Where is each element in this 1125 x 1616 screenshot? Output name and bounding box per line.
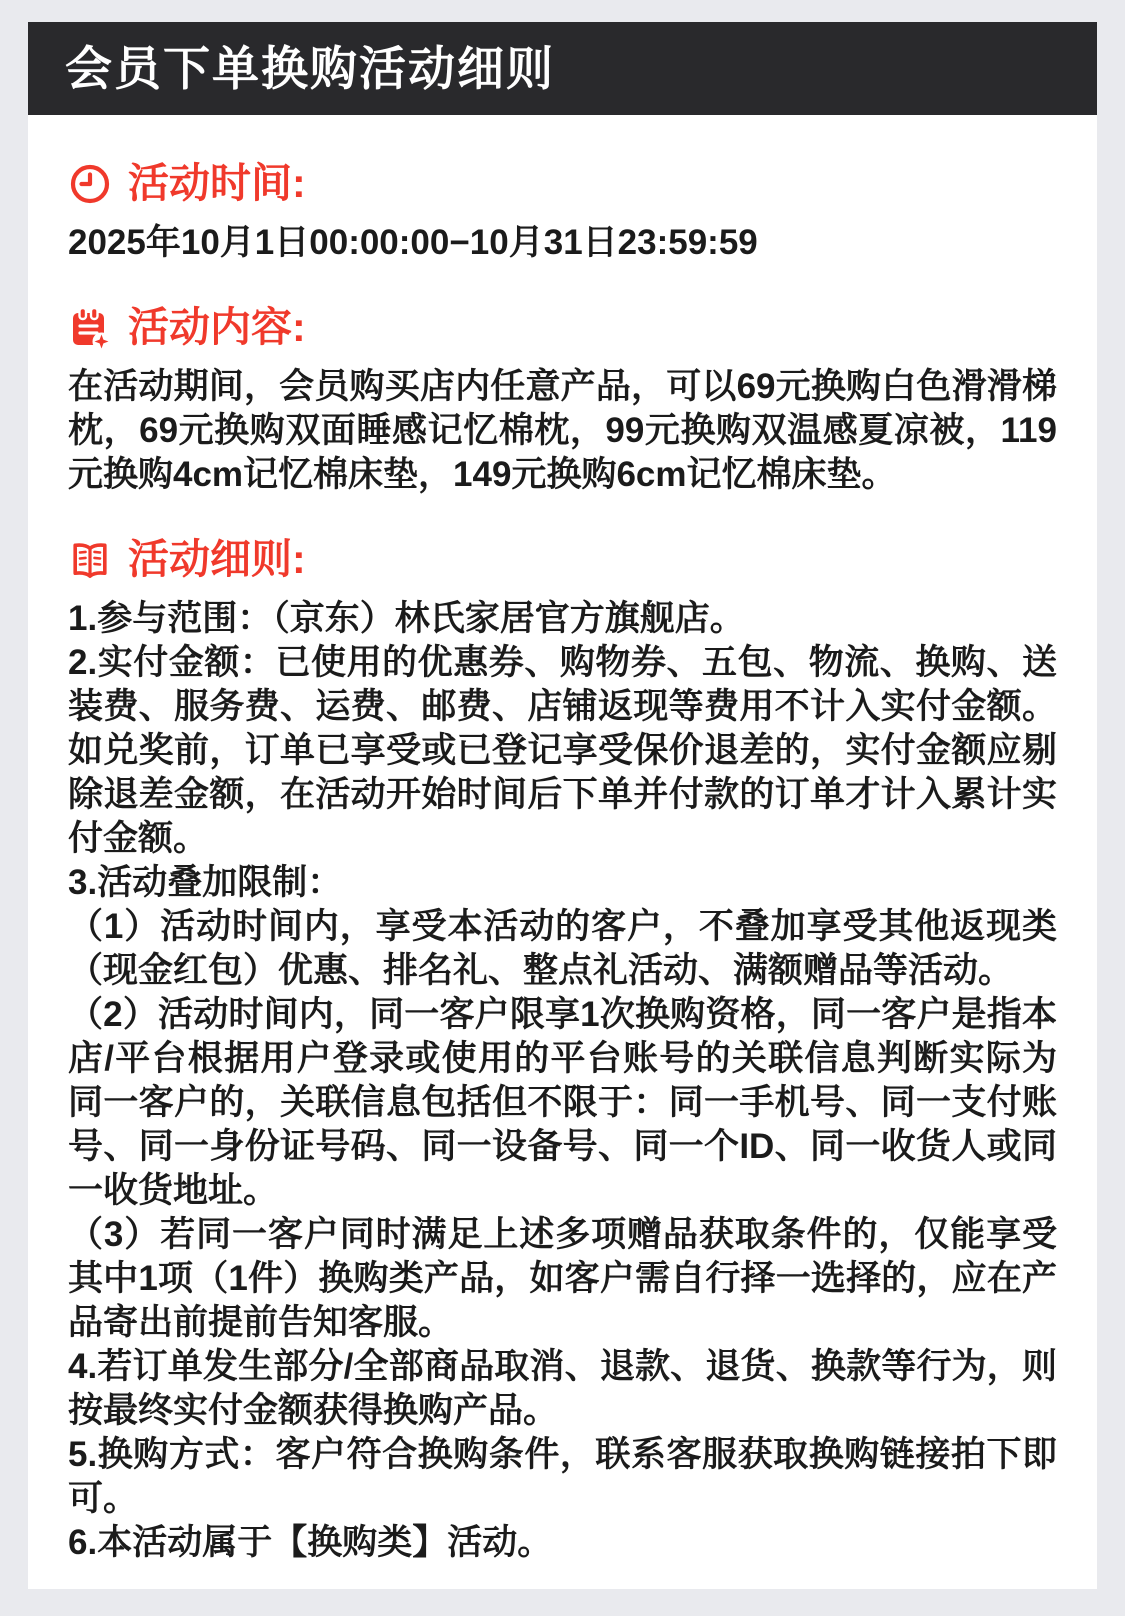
activity-time-value: 2025年10月1日00:00:00−10月31日23:59:59: [68, 223, 758, 263]
rule-item: 1.参与范围：（京东）林氏家居官方旗舰店。: [68, 599, 745, 639]
rule-item: （3）若同一客户同时满足上述多项赠品获取条件的，仅能享受其中1项（1件）换购类产品，如客户需自行择一选择的，应在产品寄出前提前告知客服。: [68, 1215, 1057, 1343]
card-content: [28, 115, 1097, 1589]
notepad-plus-icon: [68, 306, 112, 350]
activity-content-heading-row: [68, 305, 1057, 350]
rule-item: 6.本活动属于【换购类】活动。: [68, 1523, 553, 1563]
activity-content-body: 在活动期间，会员购买店内任意产品，可以69元换购白色滑滑梯枕，69元换购双面睡感记忆棉枕，99元换购双温感夏凉被，119元换购4cm记忆棉床垫，149元换购6cm记忆棉床垫。: [68, 367, 1057, 495]
section-activity-content: [68, 305, 1057, 497]
section-activity-time: [68, 161, 1057, 265]
open-book-icon: [68, 538, 112, 582]
rule-item: （2）活动时间内，同一客户限享1次换购资格，同一客户是指本店/平台根据用户登录或使用的平台账号的关联信息判断实际为同一客户的，关联信息包括但不限于：同一手机号、同一支付账号、同一身份证号码、同一设备号、同一个ID、同一收货人或同一收货地址。: [68, 995, 1057, 1211]
rule-item: 4.若订单发生部分/全部商品取消、退款、退货、换款等行为，则按最终实付金额获得换购产品。: [68, 1347, 1057, 1431]
section-activity-rules: [68, 537, 1057, 1565]
activity-time-heading-row: [68, 161, 1057, 206]
activity-content-heading: 活动内容:: [128, 304, 306, 351]
rule-item: 5.换购方式：客户符合换购条件，联系客服获取换购链接拍下即可。: [68, 1435, 1057, 1519]
activity-time-heading: 活动时间:: [128, 160, 306, 206]
rule-item: 3.活动叠加限制：: [68, 863, 343, 903]
page-title: 会员下单换购活动细则: [65, 42, 555, 95]
promo-rules-card: [28, 22, 1097, 1589]
rule-item: （1）活动时间内，享受本活动的客户，不叠加享受其他返现类（现金红包）优惠、排名礼、整点礼活动、满额赠品等活动。: [68, 907, 1057, 991]
rule-item: 2.实付金额：已使用的优惠券、购物券、五包、物流、换购、送装费、服务费、运费、邮费、店铺返现等费用不计入实付金额。如兑奖前，订单已享受或已登记享受保价退差的，实付金额应剔除退差金额，在活动开始时间后下单并付款的订单才计入累计实付金额。: [68, 643, 1057, 859]
activity-rules-heading-row: [68, 537, 1057, 582]
clock-icon: [68, 162, 112, 206]
activity-rules-heading: 活动细则:: [128, 536, 306, 583]
page-title-bar: [28, 22, 1097, 115]
